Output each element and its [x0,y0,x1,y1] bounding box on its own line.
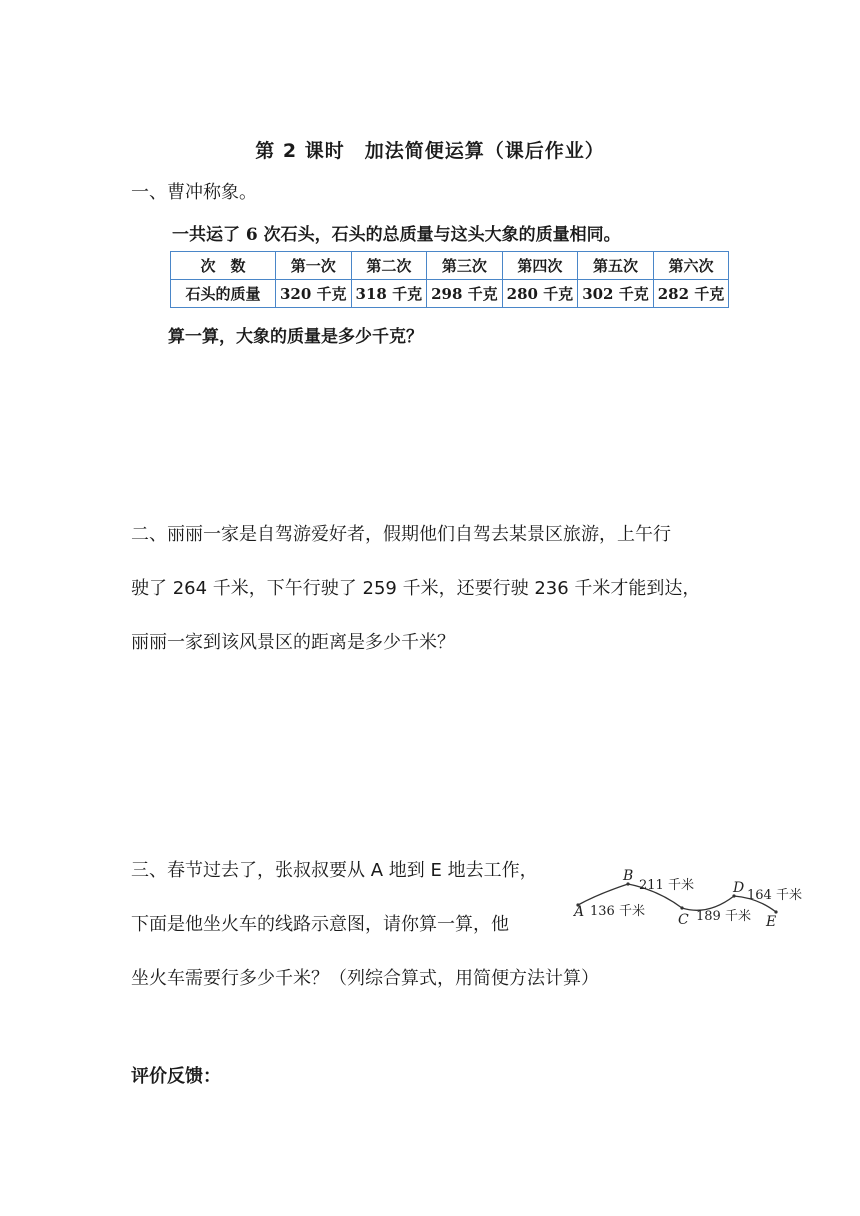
table-column-header: 第三次 [427,252,503,280]
table-header-row [171,252,729,280]
route-segment-label: 189 千米 [696,909,751,924]
section-2-line: 二、丽丽一家是自驾游爱好者，假期他们自驾去某景区旅游，上午行 [131,524,671,545]
route-point-label: E [766,914,777,930]
table-cell: 320 千克 [276,280,352,308]
table-cell: 302 千克 [578,280,654,308]
route-point-marker [680,906,683,909]
section-2-line: 驶了 264 千米，下午行驶了 259 千米，还要行驶 236 千米才能到达， [131,578,701,599]
table-cell: 282 千克 [653,280,729,308]
route-segment-label: 164 千米 [747,888,802,903]
feedback-label: 评价反馈： [131,1066,221,1087]
table-column-header: 第二次 [351,252,427,280]
section-3-text [131,844,599,1006]
section-1-heading: 一、曹冲称象。 [131,182,257,203]
table-column-header: 第六次 [653,252,729,280]
table-column-header: 第四次 [502,252,578,280]
route-point-label: C [678,912,689,928]
route-point-label: A [574,904,585,920]
section-2-text [131,508,741,670]
page-title: 第 2 课时 加法简便运算（课后作业） [255,140,605,162]
section-3-line: 三、春节过去了，张叔叔要从 A 地到 E 地去工作， [131,860,538,881]
section-3-line: 坐火车需要行多少千米？（列综合算式，用简便方法计算） [131,968,599,989]
section-1-intro: 一共运了 6 次石头，石头的总质量与这头大象的质量相同。 [172,225,621,245]
stone-weight-table [170,251,729,308]
table-cell: 280 千克 [502,280,578,308]
table-cell: 318 千克 [351,280,427,308]
route-point-label: D [733,880,745,896]
section-1-question: 算一算，大象的质量是多少千克？ [168,327,423,347]
section-3-line: 下面是他坐火车的线路示意图，请你算一算，他 [131,914,509,935]
table-column-header: 第五次 [578,252,654,280]
table-row-label: 石头的质量 [171,280,276,308]
route-segment-label: 211 千米 [639,878,694,893]
train-route-diagram [568,868,818,930]
table-cell: 298 千克 [427,280,503,308]
table-column-header: 第一次 [276,252,352,280]
route-point-label: B [623,868,634,884]
table-row [171,280,729,308]
route-segment-label: 136 千米 [590,904,645,919]
section-2-line: 丽丽一家到该风景区的距离是多少千米？ [131,632,455,653]
table-header-label: 次 数 [171,252,276,280]
